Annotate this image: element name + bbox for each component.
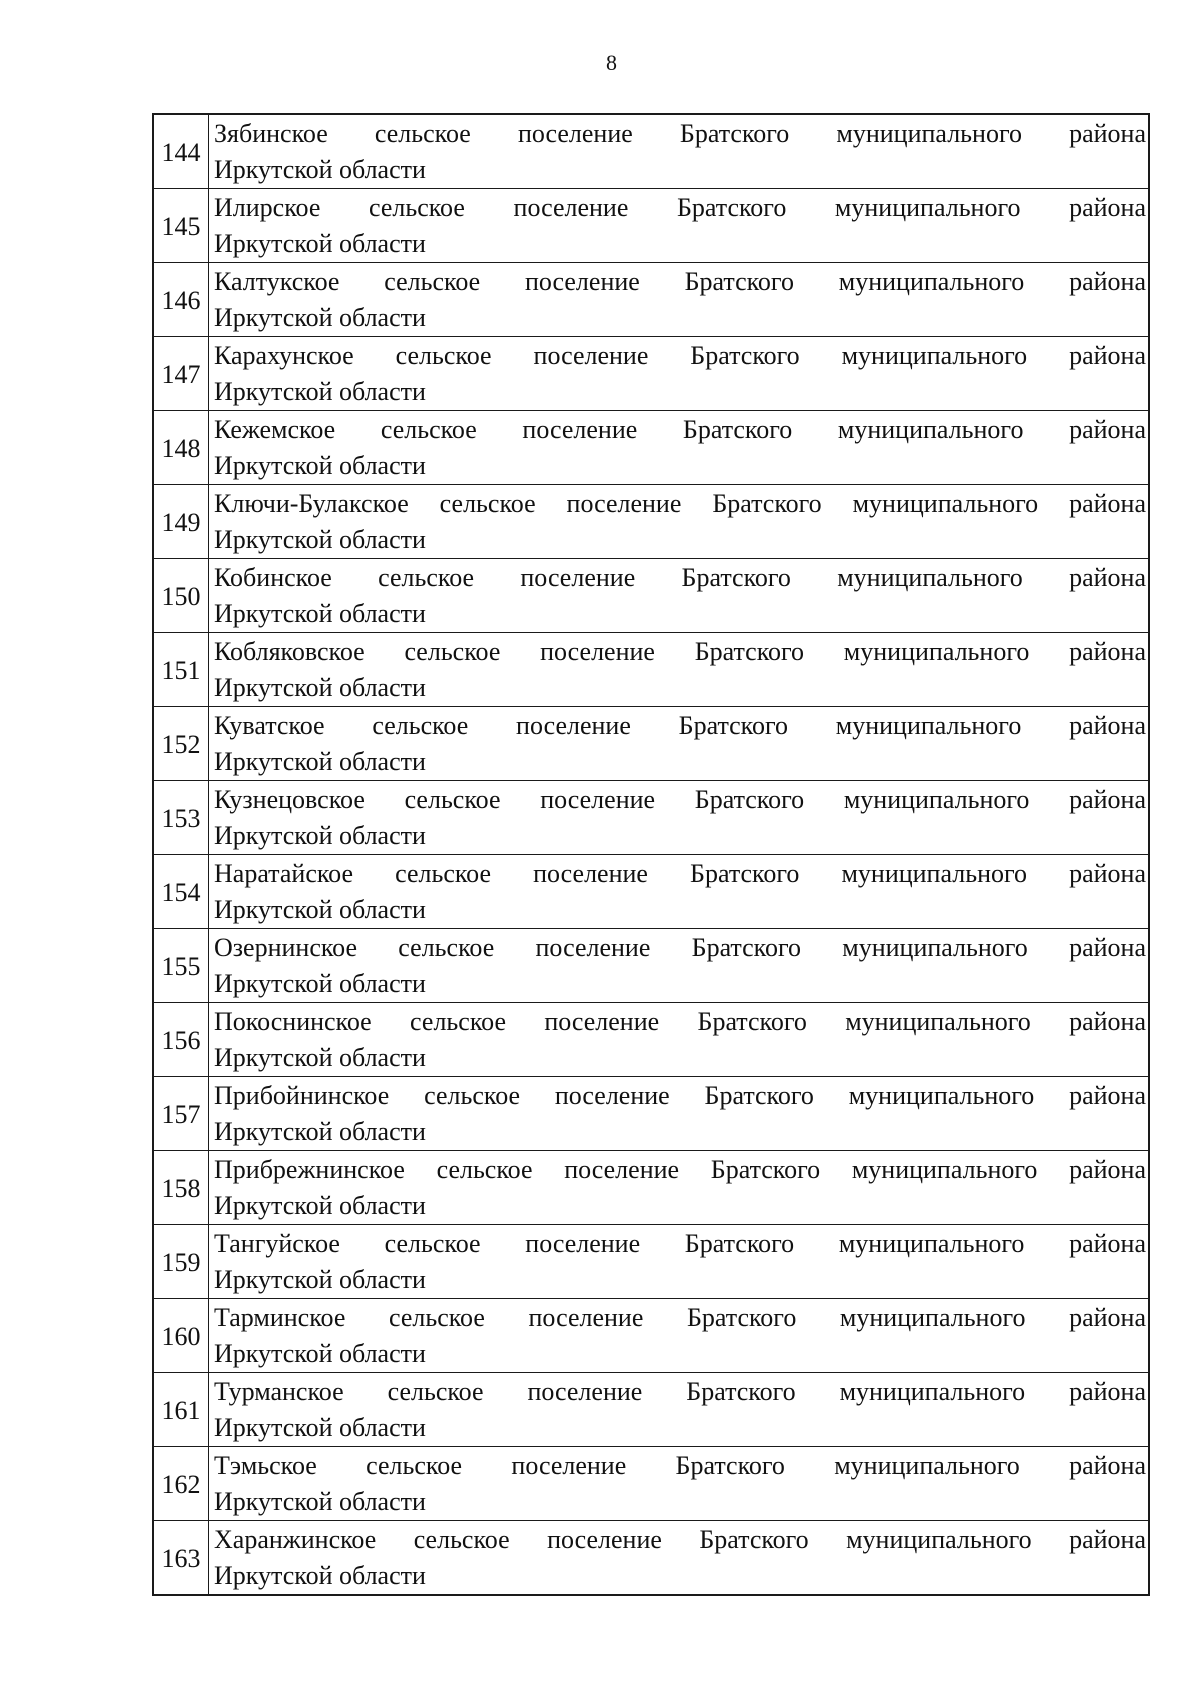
settlement-name-line1: Турманское сельское поселение Братского муниципального района bbox=[214, 1376, 1146, 1406]
settlement-name-cell bbox=[209, 1151, 1150, 1225]
settlement-name-line1: Прибойнинское сельское поселение Братского муниципального района bbox=[214, 1080, 1146, 1110]
table-row bbox=[153, 411, 1149, 485]
table-row bbox=[153, 263, 1149, 337]
table-row bbox=[153, 1151, 1149, 1225]
settlement-name-line1: Озернинское сельское поселение Братского муниципального района bbox=[214, 932, 1146, 962]
settlement-name-cell bbox=[209, 189, 1150, 263]
settlement-name-cell bbox=[209, 559, 1150, 633]
settlement-name-line1: Ключи-Булакское сельское поселение Братского муниципального района bbox=[214, 488, 1146, 518]
settlement-name-cell bbox=[209, 263, 1150, 337]
row-number: 163 bbox=[153, 1521, 209, 1596]
row-number: 155 bbox=[153, 929, 209, 1003]
table-row bbox=[153, 633, 1149, 707]
row-number: 156 bbox=[153, 1003, 209, 1077]
settlement-name-cell bbox=[209, 337, 1150, 411]
table-row bbox=[153, 1299, 1149, 1373]
table-row bbox=[153, 485, 1149, 559]
table-row bbox=[153, 855, 1149, 929]
row-number: 148 bbox=[153, 411, 209, 485]
settlement-name-line2: Иркутской области bbox=[214, 672, 426, 702]
settlement-name-line2: Иркутской области bbox=[214, 968, 426, 998]
settlement-name-line1: Кузнецовское сельское поселение Братского муниципального района bbox=[214, 784, 1146, 814]
settlement-name-line2: Иркутской области bbox=[214, 376, 426, 406]
settlement-name-line1: Тарминское сельское поселение Братского муниципального района bbox=[214, 1302, 1146, 1332]
settlement-name-line1: Наратайское сельское поселение Братского муниципального района bbox=[214, 858, 1146, 888]
settlement-name-line2: Иркутской области bbox=[214, 450, 426, 480]
table-row bbox=[153, 1077, 1149, 1151]
settlement-name-line1: Кежемское сельское поселение Братского муниципального района bbox=[214, 414, 1146, 444]
table-row bbox=[153, 114, 1149, 189]
settlement-name-cell bbox=[209, 855, 1150, 929]
table-row bbox=[153, 1521, 1149, 1596]
settlement-name-line2: Иркутской области bbox=[214, 1338, 426, 1368]
settlement-name-cell bbox=[209, 1003, 1150, 1077]
settlement-name-line1: Харанжинское сельское поселение Братского муниципального района bbox=[214, 1524, 1146, 1554]
row-number: 154 bbox=[153, 855, 209, 929]
settlement-name-line1: Тэмьское сельское поселение Братского муниципального района bbox=[214, 1450, 1146, 1480]
settlement-name-cell bbox=[209, 114, 1150, 189]
settlement-name-line1: Кобинское сельское поселение Братского муниципального района bbox=[214, 562, 1146, 592]
settlement-name-line1: Куватское сельское поселение Братского муниципального района bbox=[214, 710, 1146, 740]
row-number: 158 bbox=[153, 1151, 209, 1225]
row-number: 145 bbox=[153, 189, 209, 263]
settlement-name-line1: Кобляковское сельское поселение Братского муниципального района bbox=[214, 636, 1146, 666]
table-row bbox=[153, 559, 1149, 633]
table-row bbox=[153, 781, 1149, 855]
settlement-name-line1: Карахунское сельское поселение Братского муниципального района bbox=[214, 340, 1146, 370]
settlement-name-line2: Иркутской области bbox=[214, 1264, 426, 1294]
settlement-name-cell bbox=[209, 781, 1150, 855]
table-row bbox=[153, 707, 1149, 781]
row-number: 151 bbox=[153, 633, 209, 707]
settlement-name-line2: Иркутской области bbox=[214, 524, 426, 554]
settlement-name-line2: Иркутской области bbox=[214, 1412, 426, 1442]
settlement-name-cell bbox=[209, 1225, 1150, 1299]
settlement-name-line1: Прибрежнинское сельское поселение Братского муниципального района bbox=[214, 1154, 1146, 1184]
settlement-name-line2: Иркутской области bbox=[214, 598, 426, 628]
settlement-name-line2: Иркутской области bbox=[214, 746, 426, 776]
row-number: 161 bbox=[153, 1373, 209, 1447]
settlement-name-line2: Иркутской области bbox=[214, 1190, 426, 1220]
settlement-name-line1: Калтукское сельское поселение Братского муниципального района bbox=[214, 266, 1146, 296]
row-number: 150 bbox=[153, 559, 209, 633]
settlement-name-line1: Илирское сельское поселение Братского муниципального района bbox=[214, 192, 1146, 222]
table-row bbox=[153, 1373, 1149, 1447]
page-number: 8 bbox=[606, 50, 617, 75]
settlements-table bbox=[152, 113, 1150, 1596]
settlement-name-cell bbox=[209, 1447, 1150, 1521]
row-number: 152 bbox=[153, 707, 209, 781]
settlement-name-line2: Иркутской области bbox=[214, 1486, 426, 1516]
table-row bbox=[153, 1447, 1149, 1521]
row-number: 147 bbox=[153, 337, 209, 411]
settlement-name-line1: Зябинское сельское поселение Братского муниципального района bbox=[214, 118, 1146, 148]
settlement-name-cell bbox=[209, 411, 1150, 485]
settlement-name-cell bbox=[209, 1077, 1150, 1151]
settlement-name-line2: Иркутской области bbox=[214, 894, 426, 924]
row-number: 144 bbox=[153, 114, 209, 189]
table-row bbox=[153, 1003, 1149, 1077]
table-row bbox=[153, 1225, 1149, 1299]
settlement-name-cell bbox=[209, 929, 1150, 1003]
row-number: 159 bbox=[153, 1225, 209, 1299]
settlement-name-cell bbox=[209, 485, 1150, 559]
settlements-table-body bbox=[153, 114, 1149, 1595]
settlement-name-line2: Иркутской области bbox=[214, 820, 426, 850]
row-number: 149 bbox=[153, 485, 209, 559]
row-number: 160 bbox=[153, 1299, 209, 1373]
settlement-name-line2: Иркутской области bbox=[214, 1042, 426, 1072]
row-number: 153 bbox=[153, 781, 209, 855]
table-row bbox=[153, 189, 1149, 263]
table-row bbox=[153, 337, 1149, 411]
settlement-name-line1: Тангуйское сельское поселение Братского муниципального района bbox=[214, 1228, 1146, 1258]
row-number: 162 bbox=[153, 1447, 209, 1521]
settlement-name-cell bbox=[209, 1521, 1150, 1596]
settlement-name-cell bbox=[209, 1299, 1150, 1373]
settlement-name-line2: Иркутской области bbox=[214, 154, 426, 184]
row-number: 157 bbox=[153, 1077, 209, 1151]
settlement-name-cell bbox=[209, 1373, 1150, 1447]
settlement-name-line2: Иркутской области bbox=[214, 302, 426, 332]
settlement-name-cell bbox=[209, 707, 1150, 781]
settlement-name-line2: Иркутской области bbox=[214, 1560, 426, 1590]
settlement-name-cell bbox=[209, 633, 1150, 707]
settlement-name-line2: Иркутской области bbox=[214, 228, 426, 258]
row-number: 146 bbox=[153, 263, 209, 337]
settlement-name-line2: Иркутской области bbox=[214, 1116, 426, 1146]
table-row bbox=[153, 929, 1149, 1003]
settlement-name-line1: Покоснинское сельское поселение Братского муниципального района bbox=[214, 1006, 1146, 1036]
